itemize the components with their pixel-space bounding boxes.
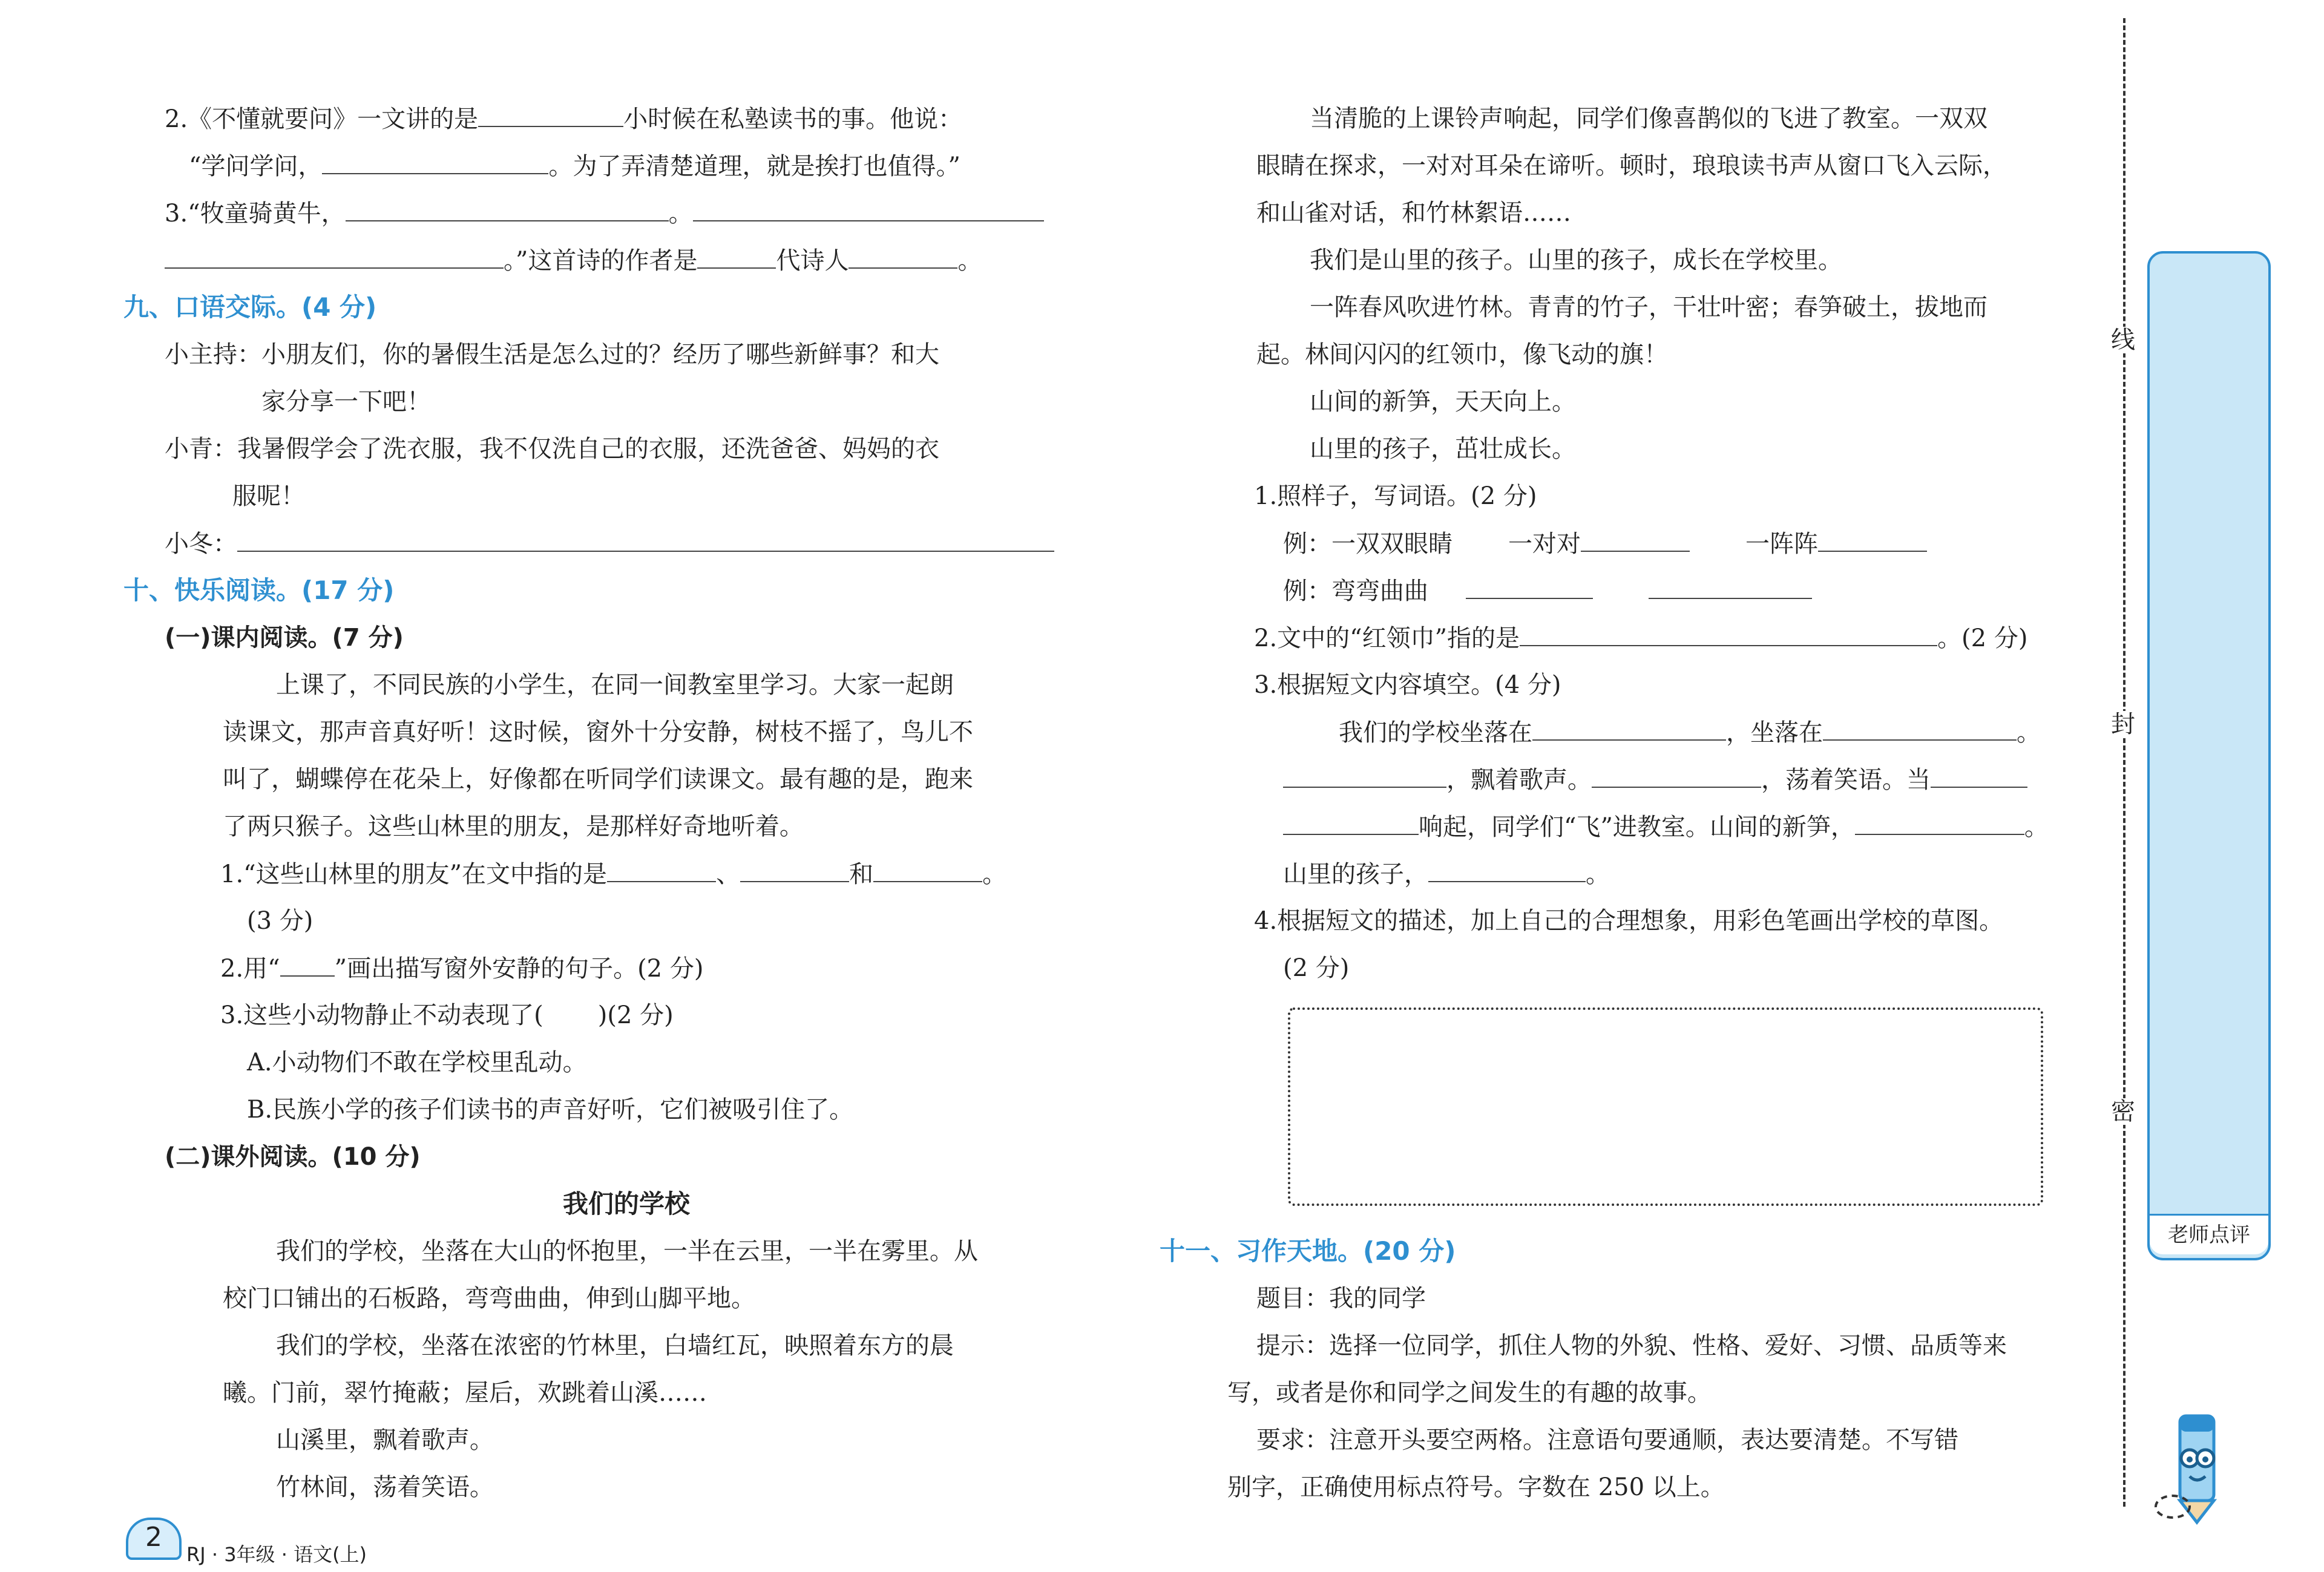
story-line: 我们是山里的孩子。山里的孩子，成长在学校里。 [1310,246,1842,274]
answer-blank[interactable] [1520,621,1937,646]
answer-blank[interactable] [697,243,776,269]
page-number-badge: 2 [126,1518,182,1560]
reading-1-q3: 3.这些小动物静止不动表现了( )(2 分) [220,1001,674,1029]
drawing-area[interactable] [1288,1007,2043,1206]
reading-1-q1-score: (3 分) [247,907,313,935]
essay-hint-line1: 提示：选择一位同学，抓住人物的外貌、性格、爱好、习惯、品质等来 [1256,1332,2007,1360]
answer-blank[interactable] [1931,762,2027,788]
answer-blank[interactable] [1855,810,2024,835]
answer-blank[interactable] [740,857,849,882]
answer-blank[interactable] [165,243,504,269]
story-line: 眼睛在探求，一对对耳朵在谛听。顿时，琅琅读书声从窗口飞入云际， [1256,152,2007,180]
reading-1-q3-option-a: A.小动物们不敢在学校里乱动。 [247,1049,587,1076]
answer-blank[interactable] [849,243,957,269]
reading-1-q1: 1.“这些山林里的朋友”在文中指的是 、 和 。 [220,857,1006,891]
teacher-comment-panel[interactable] [2147,251,2271,1260]
reading-2-q1: 1.照样子，写词语。(2 分) [1254,482,1537,510]
story-line: 山间的新笋，天天向上。 [1310,388,1576,416]
answer-blank[interactable] [693,196,1044,221]
reading-1-q3-option-b: B.民族小学的孩子们读书的声音好听，它们被吸引住了。 [247,1096,854,1124]
story-line: 校门口铺出的石板路，弯弯曲曲，伸到山脚平地。 [223,1285,755,1312]
answer-blank[interactable] [607,857,716,882]
underline-sample [280,951,335,977]
cut-label-feng: 封 [2111,710,2135,738]
essay-hint-line2: 写，或者是你和同学之间发生的有趣的故事。 [1227,1379,1712,1407]
teacher-comment-label: 老师点评 [2150,1214,2268,1254]
answer-blank[interactable] [1581,526,1690,552]
story-line: 起。林间闪闪的红领巾，像飞动的旗！ [1256,341,1668,368]
passage-1-line: 叫了，蝴蝶停在花朵上，好像都在听同学们读课文。最有趣的是，跑来 [223,765,973,793]
answer-blank[interactable] [1818,526,1927,552]
story-line: 山溪里，飘着歌声。 [276,1426,494,1454]
answer-blank[interactable] [873,857,982,882]
essay-requirement-line1: 要求：注意开头要空两格。注意语句要通顺，表达要清楚。不写错 [1256,1426,1958,1454]
answer-blank[interactable] [1532,715,1726,741]
q8-3-line2: 。”这首诗的作者是 代诗人 。 [165,243,982,278]
reading-2-q3: 3.根据短文内容填空。(4 分) [1254,671,1561,699]
reading-2-q3-line3: 响起，同学们“飞”进教室。山间的新笋， 。 [1283,810,2049,844]
dialog-host-line2: 家分享一下吧！ [261,388,431,416]
reading-2-q3-line2: ，飘着歌声。 ，荡着笑语。当 [1283,762,2027,797]
section-9-heading: 九、口语交际。(4 分) [123,292,377,322]
story-line: 竹林间，荡着笑语。 [276,1473,494,1501]
reading-2-q3-line1: 我们的学校坐落在 ，坐落在 。 [1339,715,2041,750]
essay-requirement-line2: 别字，正确使用标点符号。字数在 250 以上。 [1227,1473,1725,1501]
story-line: 一阵春风吹进竹林。青青的竹子，干壮叶密；春笋破土，拔地而 [1310,293,1988,321]
story-line: 我们的学校，坐落在浓密的竹林里，白墙红瓦，映照着东方的晨 [276,1332,954,1360]
binding-cut-line [2123,18,2125,1507]
reading-2-q1-example2: 例：弯弯曲曲 [1283,574,1812,608]
answer-blank[interactable] [346,196,669,221]
q8-3-line1: 3.“牧童骑黄牛， 。 [165,196,1044,231]
dialog-qing-line2: 服呢！ [232,482,305,510]
q8-2-line1: 2.《不懂就要问》一文讲的是 小时候在私塾读书的事。他说： [165,102,962,136]
answer-blank[interactable] [1283,810,1419,835]
reading-2-q1-example1: 例：一双双眼睛 一对对 一阵阵 [1283,526,1927,561]
reading-2-q2: 2.文中的“红领巾”指的是 。(2 分) [1254,621,2027,655]
answer-blank[interactable] [1649,574,1812,599]
dialog-qing-line1: 小青：我暑假学会了洗衣服，我不仅洗自己的衣服，还洗爸爸、妈妈的衣 [165,435,939,463]
story-line: 曦。门前，翠竹掩蔽；屋后，欢跳着山溪…… [223,1379,707,1407]
reading-2-heading: (二)课外阅读。(10 分) [165,1143,421,1171]
cut-label-mi: 密 [2111,1098,2135,1125]
story-title: 我们的学校 [563,1189,691,1219]
pencil-mascot-icon [2155,1404,2239,1525]
answer-blank[interactable] [1592,762,1761,788]
story-line: 我们的学校，坐落在大山的怀抱里，一半在云里，一半在雾里。从 [276,1237,978,1265]
answer-blank[interactable] [478,102,623,127]
answer-blank[interactable] [322,149,548,174]
story-line: 和山雀对话，和竹林絮语…… [1256,199,1571,227]
reading-2-q4-score: (2 分) [1283,954,1350,982]
essay-topic: 题目：我的同学 [1256,1285,1426,1312]
answer-blank[interactable] [1428,857,1586,882]
passage-1-line: 了两只猴子。这些山林里的朋友，是那样好奇地听着。 [223,813,804,840]
passage-1-line: 上课了，不同民族的小学生，在同一间教室里学习。大家一起朗 [276,671,954,699]
q8-2-line2: “学问学问， 。为了弄清楚道理，就是挨打也值得。” [189,149,960,183]
story-line: 当清脆的上课铃声响起，同学们像喜鹊似的飞进了教室。一双双 [1310,105,1988,133]
reading-2-q3-line4: 山里的孩子， 。 [1283,857,1610,891]
answer-blank[interactable] [1466,574,1593,599]
story-line: 山里的孩子，茁壮成长。 [1310,435,1576,463]
reading-1-heading: (一)课内阅读。(7 分) [165,624,404,652]
passage-1-line: 读课文，那声音真好听！这时候，窗外十分安静，树枝不摇了，鸟儿不 [223,718,973,746]
reading-1-q2: 2.用“ ”画出描写窗外安静的句子。(2 分) [220,951,703,986]
section-11-heading: 十一、习作天地。(20 分) [1160,1236,1456,1266]
answer-blank[interactable] [237,526,1054,552]
section-10-heading: 十、快乐阅读。(17 分) [123,575,395,605]
reading-2-q4: 4.根据短文的描述，加上自己的合理想象，用彩色笔画出学校的草图。 [1254,907,2004,935]
book-footer: RJ · 3年级 · 语文(上) [186,1543,367,1566]
cut-label-xian: 线 [2111,326,2135,354]
answer-blank[interactable] [1823,715,2017,741]
answer-blank[interactable] [1283,762,1446,788]
dialog-dong-line: 小冬： [165,526,1054,561]
dialog-host-line1: 小主持：小朋友们，你的暑假生活是怎么过的？经历了哪些新鲜事？和大 [165,341,939,368]
